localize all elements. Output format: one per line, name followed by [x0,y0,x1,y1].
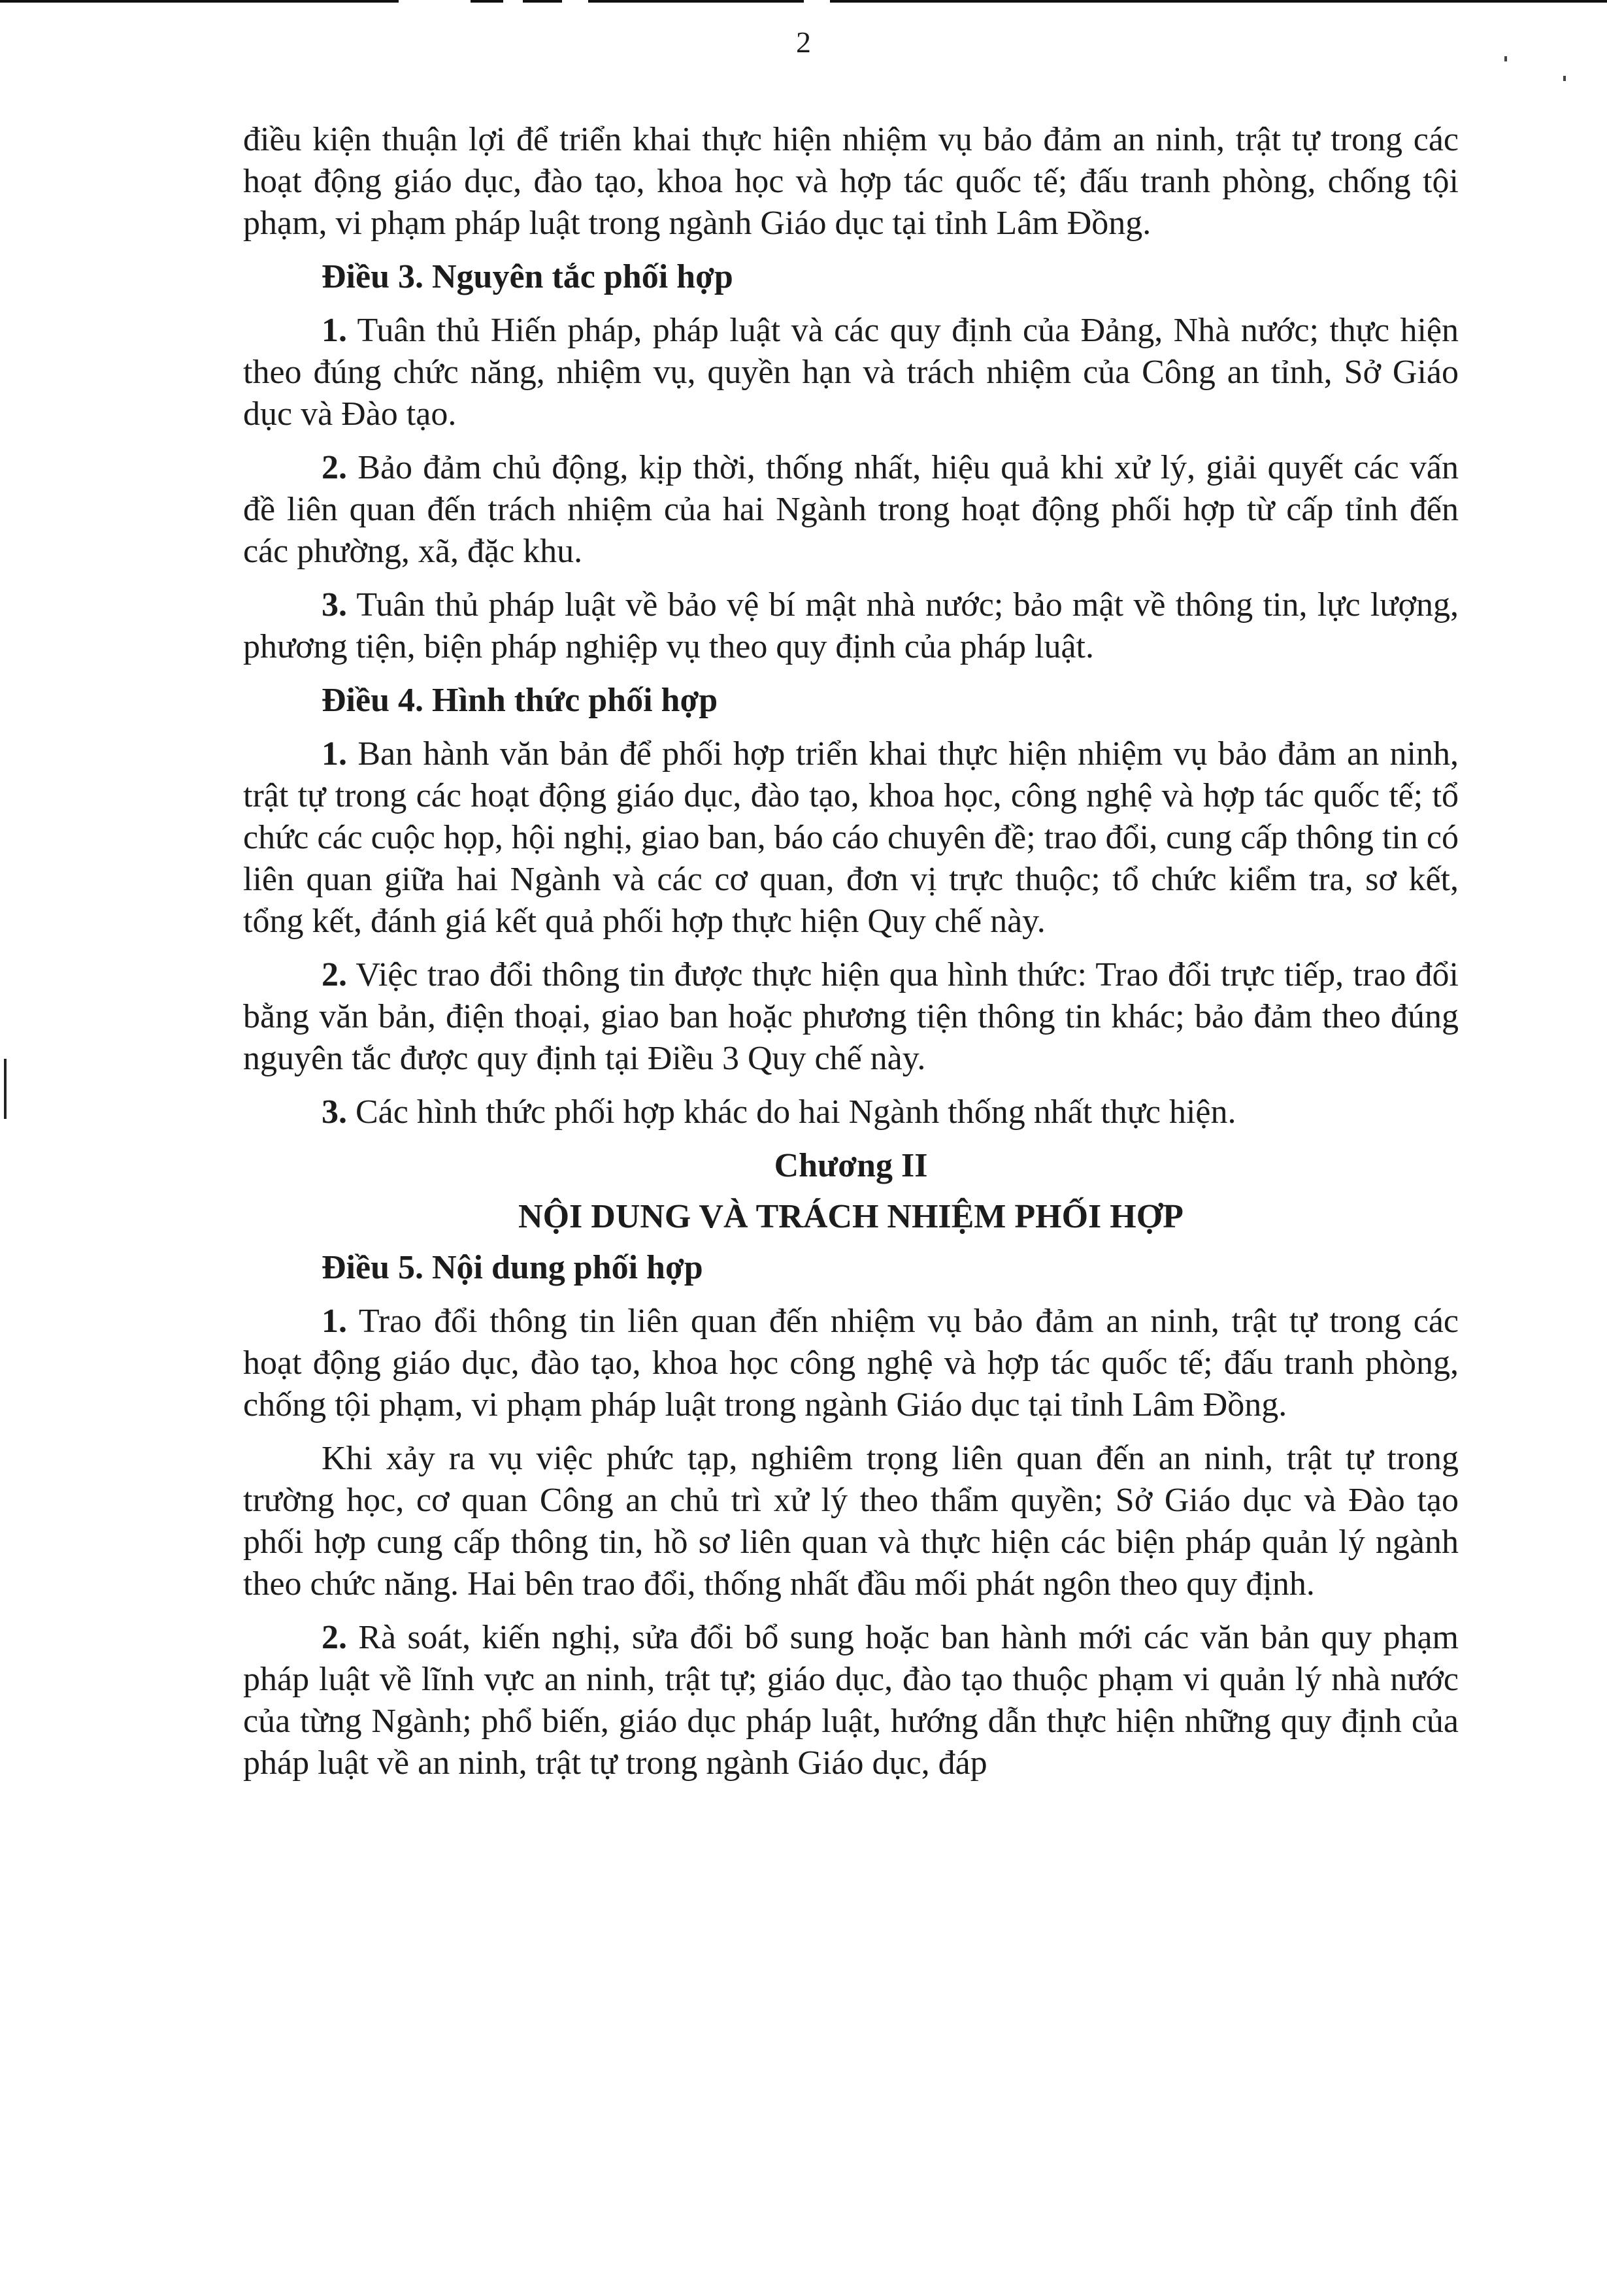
paragraph-text: Trao đổi thông tin liên quan đến nhiệm vụ bảo đảm an ninh, trật tự trong các hoạt động giáo dục, đào tạo, khoa học công nghệ và hợp tác quốc tế; đấu tranh phòng, chống tội phạm, vi phạm pháp luật trong ngành Giáo dục tại tỉnh Lâm Đồng. [243,1303,1459,1423]
paragraph-text: Tuân thủ pháp luật về bảo vệ bí mật nhà nước; bảo mật về thông tin, lực lượng, phương tiện, biện pháp nghiệp vụ theo quy định của pháp luật. [243,586,1459,665]
paragraph-text: Các hình thức phối hợp khác do hai Ngành thống nhất thực hiện. [356,1093,1236,1131]
clause-number: 1. [322,1303,347,1340]
scan-border-top [523,0,562,3]
chapter-heading: NỘI DUNG VÀ TRÁCH NHIỆM PHỐI HỢP [518,1198,1184,1235]
scan-border-top [830,0,1607,3]
paragraph-text: Tuân thủ Hiến pháp, pháp luật và các quy định của Đảng, Nhà nước; thực hiện theo đúng chức năng, nhiệm vụ, quyền hạn và trách nhiệm của Công an tỉnh, Sở Giáo dục và Đào tạo. [243,312,1459,433]
paragraph [243,1617,1459,1784]
paragraph-text: Bảo đảm chủ động, kịp thời, thống nhất, hiệu quả khi xử lý, giải quyết các vấn đề liên quan đến trách nhiệm của hai Ngành trong hoạt động phối hợp từ cấp tỉnh đến các phường, xã, đặc khu. [243,449,1459,570]
scan-border-top [588,0,627,3]
paragraph-text: Việc trao đổi thông tin được thực hiện qua hình thức: Trao đổi trực tiếp, trao đổi bằng văn bản, điện thoại, giao ban hoặc phương tiện thông tin khác; bảo đảm theo đúng nguyên tắc được quy định tại Điều 3 Quy chế này. [243,956,1459,1077]
clause-number: 3. [322,1093,347,1131]
scan-border-top [0,0,399,3]
scan-artifact-mark [4,1059,7,1119]
paragraph [243,310,1459,435]
clause-number: 3. [322,586,347,624]
article-heading: Điều 4. Hình thức phối hợp [322,682,718,719]
paragraph [243,584,1459,668]
paragraph [243,1091,1459,1133]
paragraph [243,1301,1459,1426]
page-number: 2 [796,25,811,59]
paragraph-text: Rà soát, kiến nghị, sửa đổi bổ sung hoặc ban hành mới các văn bản quy phạm pháp luật về lĩnh vực an ninh, trật tự; giáo dục, đào tạo thuộc phạm vi quản lý nhà nước của từng Ngành; phổ biến, giáo dục pháp luật, hướng dẫn thực hiện những quy định của pháp luật về an ninh, trật tự trong ngành Giáo dục, đáp [243,1619,1459,1782]
paragraph [243,119,1459,244]
clause-number: 1. [322,735,347,773]
scan-border-top [471,0,503,3]
chapter-heading: Chương II [774,1147,928,1184]
scan-artifact-dot [1563,76,1566,81]
paragraph [243,954,1459,1080]
scan-border-top [627,0,804,3]
document-body [243,119,1459,1796]
clause-number: 2. [322,449,347,486]
clause-number: 2. [322,1619,347,1656]
paragraph-text: Ban hành văn bản để phối hợp triển khai thực hiện nhiệm vụ bảo đảm an ninh, trật tự trong các hoạt động giáo dục, đào tạo, khoa học, công nghệ và hợp tác quốc tế; tổ chức các cuộc họp, hội nghị, giao ban, báo cáo chuyên đề; trao đổi, cung cấp thông tin có liên quan giữa hai Ngành và các cơ quan, đơn vị trực thuộc; tổ chức kiểm tra, sơ kết, tổng kết, đánh giá kết quả phối hợp thực hiện Quy chế này. [243,735,1459,940]
clause-number: 2. [322,956,347,993]
paragraph-text: điều kiện thuận lợi để triển khai thực hiện nhiệm vụ bảo đảm an ninh, trật tự trong các hoạt động giáo dục, đào tạo, khoa học và hợp tác quốc tế; đấu tranh phòng, chống tội phạm, vi phạm pháp luật trong ngành Giáo dục tại tỉnh Lâm Đồng. [243,121,1459,242]
article-heading: Điều 3. Nguyên tắc phối hợp [322,258,733,295]
paragraph [243,1438,1459,1605]
clause-number: 1. [322,312,347,349]
paragraph [243,733,1459,942]
paragraph-text: Khi xảy ra vụ việc phức tạp, nghiêm trọng liên quan đến an ninh, trật tự trong trường học, cơ quan Công an chủ trì xử lý theo thẩm quyền; Sở Giáo dục và Đào tạo phối hợp cung cấp thông tin, hồ sơ liên quan và thực hiện các biện pháp quản lý ngành theo chức năng. Hai bên trao đổi, thống nhất đầu mối phát ngôn theo quy định. [243,1440,1459,1603]
article-heading: Điều 5. Nội dung phối hợp [322,1249,703,1286]
paragraph [243,447,1459,573]
